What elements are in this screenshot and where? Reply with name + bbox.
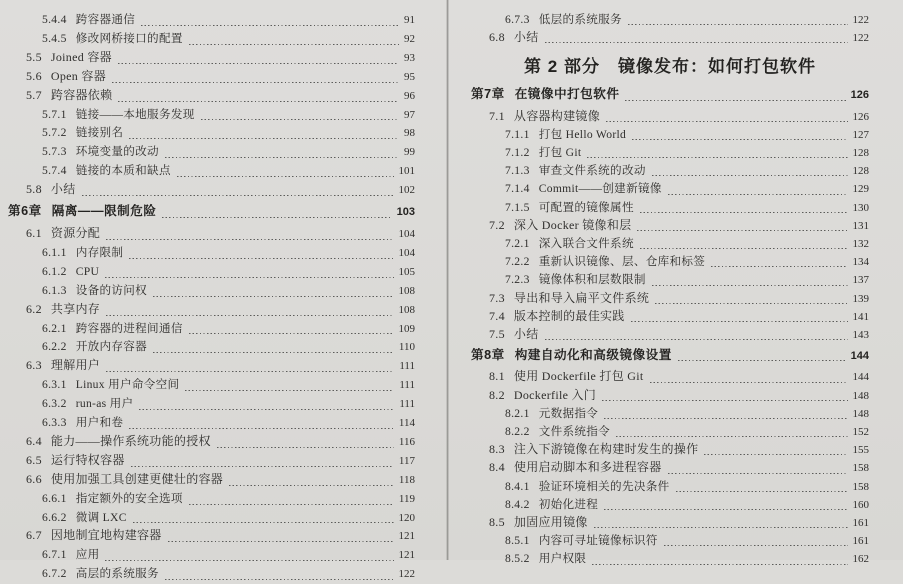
entry-title: 小结 (513, 30, 539, 45)
entry-number: 5.7.3 (42, 145, 67, 159)
entry-title: 资源分配 (50, 225, 101, 240)
dot-leader (604, 418, 847, 419)
dot-leader (105, 277, 393, 278)
page-number: 102 (398, 184, 415, 197)
entry-number: 7.4 (489, 308, 505, 323)
dot-leader (201, 119, 399, 120)
entry-number: 6.7 (26, 528, 42, 543)
entry-title: 隔离——限制危险 (51, 204, 157, 219)
dot-leader (631, 321, 848, 322)
entry-number: 5.7.1 (42, 107, 67, 121)
entry-number: 6.1.1 (42, 245, 67, 259)
part-number: 第 2 部分 (524, 57, 600, 77)
entry-title: 开放内存容器 (75, 340, 148, 354)
entry-title: Dockerfile 入门 (513, 387, 597, 402)
toc-entry (8, 162, 415, 181)
entry-number: 8.5.1 (505, 534, 530, 548)
dot-leader (106, 239, 393, 240)
entry-number: 7.5 (489, 327, 505, 342)
page-number: 99 (404, 146, 415, 159)
entry-number: 7.1.3 (505, 164, 530, 178)
chapter-heading (471, 86, 869, 104)
dot-leader (616, 436, 847, 437)
toc-entry (8, 106, 415, 125)
entry-title: 注入下游镜像在构建时发生的操作 (513, 442, 699, 457)
dot-leader (545, 339, 848, 340)
dot-leader (655, 303, 847, 304)
page-number: 126 (852, 110, 869, 123)
toc-entry (8, 546, 415, 565)
dot-leader (637, 230, 847, 231)
entry-number: 5.7.2 (42, 126, 67, 140)
dot-leader (168, 541, 394, 542)
toc-entry (471, 532, 869, 550)
dot-leader (106, 371, 394, 372)
entry-title: run-as 用户 (75, 397, 134, 411)
page-number: 129 (852, 183, 869, 196)
entry-number: 8.4.2 (505, 497, 530, 511)
dot-leader (165, 579, 394, 580)
page-number: 103 (396, 206, 415, 219)
toc-entry (8, 376, 415, 395)
dot-leader (625, 100, 845, 101)
page-number: 96 (404, 89, 415, 102)
entry-number: 第7章 (471, 87, 505, 102)
dot-leader (676, 491, 848, 492)
entry-number: 5.7 (26, 87, 42, 102)
entry-title: 环境变量的改动 (75, 145, 159, 159)
entry-number: 5.4.5 (42, 31, 67, 45)
page-number: 108 (398, 284, 415, 297)
dot-leader (139, 409, 394, 410)
entry-title: 使用 Dockerfile 打包 Git (513, 369, 644, 384)
page-number: 122 (852, 32, 869, 45)
entry-title: 重新认识镜像、层、仓库和标签 (538, 255, 706, 269)
page-number: 122 (852, 14, 869, 26)
page-number: 134 (852, 256, 869, 269)
entry-title: 跨容器通信 (75, 13, 136, 26)
entry-number: 6.6 (26, 471, 42, 486)
entry-number: 6.8 (489, 30, 505, 45)
toc-entry (471, 405, 869, 423)
page-number: 127 (852, 128, 869, 141)
toc-entry (8, 225, 415, 244)
entry-title: 因地制宜地构建容器 (50, 528, 162, 543)
page-number: 126 (850, 89, 869, 102)
toc-entry (8, 181, 415, 200)
entry-title: Commit——创建新镜像 (538, 182, 662, 196)
dot-leader (652, 175, 848, 176)
entry-number: 8.3 (489, 442, 505, 457)
entry-title: Open 容器 (50, 68, 106, 83)
entry-number: 7.2 (489, 217, 505, 232)
page-number: 152 (852, 426, 869, 439)
entry-title: 链接——本地服务发现 (75, 107, 195, 121)
entry-title: 镜像体积和层数限制 (538, 273, 646, 287)
page-number: 162 (852, 553, 869, 566)
page-number: 111 (399, 379, 415, 392)
entry-number: 7.2.1 (505, 237, 530, 251)
toc-entry (8, 509, 415, 528)
page-number: 137 (852, 274, 869, 287)
page-number: 119 (398, 492, 415, 505)
dot-leader (678, 360, 846, 361)
entry-title: 审查文件系统的改动 (538, 164, 646, 178)
dot-leader (118, 101, 399, 102)
entry-title: 应用 (75, 548, 100, 562)
entry-number: 第6章 (8, 204, 42, 219)
toc-entry (8, 452, 415, 471)
toc-entry (8, 143, 415, 162)
dot-leader (129, 138, 399, 139)
toc-entry (471, 162, 869, 180)
page-number: 111 (399, 398, 415, 411)
dot-leader (650, 382, 848, 383)
toc-entry (8, 49, 415, 68)
entry-number: 6.2.2 (42, 340, 67, 354)
entry-title: 用户权限 (538, 552, 587, 566)
toc-entry (8, 527, 415, 546)
entry-number: 6.6.2 (42, 510, 67, 524)
toc-entry (8, 68, 415, 87)
toc-entry (471, 108, 869, 126)
page-number: 98 (404, 127, 415, 140)
toc-entry (471, 423, 869, 441)
page-number: 144 (850, 350, 869, 363)
entry-title: 低层的系统服务 (538, 13, 622, 26)
page-number: 101 (398, 165, 415, 178)
dot-leader (664, 545, 848, 546)
entry-title: 加固应用镜像 (513, 515, 588, 530)
page-number: 132 (852, 238, 869, 251)
page-number: 95 (404, 70, 415, 83)
toc-entry (8, 11, 415, 30)
entry-title: 使用加强工具创建更健壮的容器 (50, 471, 224, 486)
dot-leader (189, 44, 399, 45)
page-number: 92 (404, 32, 415, 45)
entry-title: 打包 Hello World (538, 127, 627, 141)
page-number: 116 (398, 435, 415, 448)
dot-leader (704, 454, 847, 455)
entry-title: 运行特权容器 (50, 452, 125, 467)
dot-leader (545, 42, 848, 43)
toc-left-column (0, 0, 448, 581)
entry-number: 7.1 (489, 108, 505, 123)
entry-title: 深入 Docker 镜像和层 (513, 217, 632, 232)
dot-leader (602, 400, 847, 401)
entry-number: 第8章 (471, 348, 505, 363)
page-number: 148 (852, 407, 869, 420)
toc-entry (8, 263, 415, 282)
entry-title: 理解用户 (50, 358, 101, 373)
toc-entry (8, 244, 415, 263)
dot-leader (189, 504, 394, 505)
entry-title: 初始化进程 (538, 497, 599, 511)
page-number: 122 (398, 568, 415, 581)
entry-number: 8.5 (489, 515, 505, 530)
page-number: 139 (852, 292, 869, 305)
dot-leader (606, 121, 847, 122)
dot-leader (105, 560, 393, 561)
dot-leader (153, 352, 394, 353)
entry-title: 能力——操作系统功能的授权 (50, 433, 211, 448)
page-number: 144 (852, 371, 869, 384)
dot-leader (133, 522, 394, 523)
toc-entry (471, 308, 869, 326)
page-number: 91 (404, 14, 415, 26)
toc-entry (8, 30, 415, 49)
dot-leader (604, 509, 847, 510)
entry-number: 5.5 (26, 49, 42, 64)
toc-right-column (450, 0, 903, 566)
part-heading (471, 55, 869, 79)
page-number: 160 (852, 498, 869, 511)
dot-leader (592, 564, 847, 565)
page-number: 110 (398, 341, 415, 354)
entry-title: 跨容器依赖 (50, 87, 113, 102)
entry-number: 5.6 (26, 68, 42, 83)
entry-number: 8.2 (489, 387, 505, 402)
toc-entry (8, 395, 415, 414)
entry-number: 7.3 (489, 290, 505, 305)
entry-number: 6.1.2 (42, 264, 67, 278)
page-number: 118 (398, 473, 415, 486)
dot-leader (129, 428, 394, 429)
entry-title: 导出和导入扁平文件系统 (513, 290, 650, 305)
entry-title: 链接别名 (75, 126, 124, 140)
dot-leader (594, 527, 848, 528)
entry-number: 6.6.1 (42, 491, 67, 505)
entry-number: 8.5.2 (505, 552, 530, 566)
page-number: 121 (398, 549, 415, 562)
entry-number: 7.2.3 (505, 273, 530, 287)
toc-entry (471, 180, 869, 198)
entry-number: 6.5 (26, 452, 42, 467)
toc-entry (471, 253, 869, 271)
page-number: 109 (398, 322, 415, 335)
dot-leader (112, 82, 399, 83)
page-number: 141 (852, 310, 869, 323)
entry-number: 8.2.2 (505, 425, 530, 439)
entry-number: 6.3.2 (42, 397, 67, 411)
entry-number: 6.3 (26, 358, 42, 373)
toc-entry (471, 514, 869, 532)
entry-title: 跨容器的进程间通信 (75, 321, 183, 335)
toc-entry (471, 29, 869, 47)
dot-leader (189, 333, 394, 334)
page-number: 161 (852, 535, 869, 548)
entry-title: 从容器构建镜像 (513, 108, 601, 123)
entry-number: 7.1.4 (505, 182, 530, 196)
dot-leader (165, 157, 399, 158)
dot-leader (118, 63, 399, 64)
toc-entry (471, 478, 869, 496)
dot-leader (640, 248, 848, 249)
dot-leader (162, 217, 391, 218)
entry-number: 8.2.1 (505, 406, 530, 420)
chapter-heading (471, 347, 869, 365)
entry-number: 7.1.2 (505, 146, 530, 160)
entry-number: 6.1 (26, 225, 42, 240)
page-number: 117 (398, 454, 415, 467)
page-number: 158 (852, 480, 869, 493)
entry-number: 6.1.3 (42, 283, 67, 297)
entry-number: 6.7.1 (42, 548, 67, 562)
page-number: 104 (398, 227, 415, 240)
toc-entry (471, 271, 869, 289)
page-number: 120 (398, 511, 415, 524)
entry-title: 内容可寻址镜像标识符 (538, 534, 658, 548)
entry-title: 打包 Git (538, 146, 582, 160)
entry-title: 修改网桥接口的配置 (75, 31, 183, 45)
entry-title: 构建自动化和高级镜像设置 (514, 348, 672, 363)
page-number: 128 (852, 147, 869, 160)
toc-entry (471, 459, 869, 477)
toc-entry (8, 565, 415, 584)
toc-entry (471, 441, 869, 459)
page-number: 130 (852, 201, 869, 214)
dot-leader (153, 296, 393, 297)
page-number: 143 (852, 329, 869, 342)
entry-title: 指定额外的安全选项 (75, 491, 183, 505)
part-title: 镜像发布：如何打包软件 (617, 57, 816, 77)
toc-entry (8, 282, 415, 301)
toc-entry (8, 357, 415, 376)
entry-number: 6.3.1 (42, 378, 67, 392)
entry-number: 7.2.2 (505, 255, 530, 269)
entry-number: 8.4.1 (505, 479, 530, 493)
entry-title: 设备的访问权 (75, 283, 148, 297)
dot-leader (185, 390, 394, 391)
page-number: 93 (404, 51, 415, 64)
dot-leader (106, 315, 393, 316)
entry-number: 5.8 (26, 182, 42, 197)
page-number: 121 (398, 530, 415, 543)
page-number: 97 (404, 108, 415, 121)
toc-entry (8, 320, 415, 339)
dot-leader (668, 194, 848, 195)
toc-entry (471, 235, 869, 253)
entry-number: 6.7.2 (42, 567, 67, 581)
entry-title: 验证环境相关的先决条件 (538, 479, 670, 493)
entry-number: 5.7.4 (42, 164, 67, 178)
entry-title: CPU (75, 264, 100, 278)
entry-title: 链接的本质和缺点 (75, 164, 171, 178)
toc-entry (471, 144, 869, 162)
toc-entry (471, 368, 869, 386)
dot-leader (217, 447, 394, 448)
toc-entry (471, 11, 869, 29)
chapter-heading (8, 203, 415, 222)
dot-leader (129, 258, 393, 259)
entry-title: 文件系统指令 (538, 425, 611, 439)
page-number: 161 (852, 517, 869, 530)
page-number: 158 (852, 462, 869, 475)
entry-title: 共享内存 (50, 301, 101, 316)
dot-leader (668, 473, 848, 474)
dot-leader (131, 466, 394, 467)
entry-number: 6.4 (26, 433, 42, 448)
page-number: 105 (398, 265, 415, 278)
entry-title: 用户和卷 (75, 416, 124, 430)
page-number: 155 (852, 444, 869, 457)
entry-number: 6.2.1 (42, 321, 67, 335)
toc-entry (8, 338, 415, 357)
entry-number: 8.4 (489, 460, 505, 475)
toc-entry (471, 126, 869, 144)
page-number: 108 (398, 303, 415, 316)
dot-leader (652, 285, 848, 286)
page-number: 114 (398, 417, 415, 430)
dot-leader (628, 24, 848, 25)
page-number: 111 (399, 360, 415, 373)
entry-number: 6.3.3 (42, 416, 67, 430)
dot-leader (587, 157, 847, 158)
page-gutter-divider (446, 0, 449, 560)
page-number: 131 (852, 219, 869, 232)
entry-number: 8.1 (489, 369, 505, 384)
toc-entry (471, 496, 869, 514)
toc-entry (471, 290, 869, 308)
entry-number: 6.7.3 (505, 13, 530, 26)
entry-title: 小结 (513, 327, 539, 342)
toc-entry (471, 217, 869, 235)
page-number: 128 (852, 165, 869, 178)
toc-entry (8, 490, 415, 509)
dot-leader (711, 266, 847, 267)
entry-number: 7.1.1 (505, 127, 530, 141)
entry-title: 使用启动脚本和多进程容器 (513, 460, 662, 475)
toc-entry (8, 471, 415, 490)
toc-entry (8, 301, 415, 320)
entry-title: Linux 用户命令空间 (75, 378, 180, 392)
entry-title: Joined 容器 (50, 49, 112, 64)
dot-leader (632, 139, 847, 140)
page-number: 148 (852, 389, 869, 402)
entry-title: 小结 (50, 182, 76, 197)
toc-entry (8, 87, 415, 106)
dot-leader (229, 485, 394, 486)
entry-number: 6.2 (26, 301, 42, 316)
dot-leader (141, 25, 399, 26)
toc-entry (8, 433, 415, 452)
toc-entry (8, 414, 415, 433)
entry-title: 微调 LXC (75, 510, 127, 524)
toc-entry (471, 199, 869, 217)
page-number: 104 (398, 246, 415, 259)
dot-leader (177, 176, 394, 177)
entry-title: 可配置的镜像属性 (538, 200, 634, 214)
entry-title: 高层的系统服务 (75, 567, 159, 581)
dot-leader (640, 212, 848, 213)
toc-entry (471, 387, 869, 405)
dot-leader (82, 195, 394, 196)
entry-title: 内存限制 (75, 245, 124, 259)
entry-title: 版本控制的最佳实践 (513, 308, 625, 323)
entry-title: 深入联合文件系统 (538, 237, 634, 251)
entry-title: 元数据指令 (538, 406, 599, 420)
toc-entry (8, 124, 415, 143)
entry-title: 在镜像中打包软件 (514, 87, 620, 102)
entry-number: 7.1.5 (505, 200, 530, 214)
toc-entry (471, 326, 869, 344)
entry-number: 5.4.4 (42, 13, 67, 26)
